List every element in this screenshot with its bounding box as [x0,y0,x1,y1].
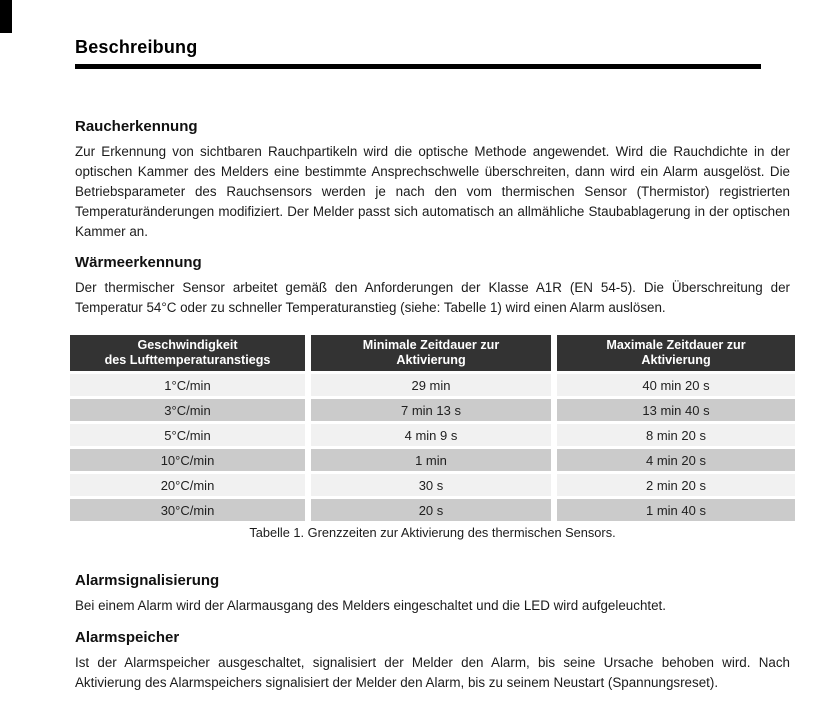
table-cell: 29 min [311,374,551,396]
table-cell: 4 min 9 s [311,424,551,446]
paragraph-alarmsignalisierung: Bei einem Alarm wird der Alarmausgang des Melders eingeschaltet und die LED wird aufgeleuchtet. [75,598,666,613]
section-heading-alarmspeicher: Alarmspeicher [75,629,180,646]
table-cell: 40 min 20 s [557,374,795,396]
table-cell: 3°C/min [70,399,305,421]
table-header-cell: Minimale Zeitdauer zur Aktivierung [311,335,551,371]
paragraph-raucherkennung: Zur Erkennung von sichtbaren Rauchpartikeln wird die optische Methode angewendet. Wird die Rauchdichte in der optischen Kammer des Melders eine bestimmte Ansprechschwelle überschreiten, dann wird ein Alarm ausgelöst. Die Betriebsparameter des Rauchsensors werden je nach den vom thermischen Sensor (Thermistor) registrierten Temperaturänderungen modifiziert. Der Melder passt sich automatisch an allmähliche Staubablagerung in der optischen Kammer an. [75,144,790,239]
table-header-cell: Geschwindigkeit des Lufttemperaturanstiegs [70,335,305,371]
section-heading-waermeerkennung: Wärmeerkennung [75,254,202,271]
table-cell: 20 s [311,499,551,521]
paragraph-alarmspeicher: Ist der Alarmspeicher ausgeschaltet, signalisiert der Melder den Alarm, bis seine Ursache behoben wird. Nach Aktivierung des Alarmspeichers signalisiert der Melder den Alarm, bis zu seinem Neustart (Spannungsreset). [75,655,790,690]
paragraph-waermeerkennung: Der thermischer Sensor arbeitet gemäß den Anforderungen der Klasse A1R (EN 54-5). Die Überschreitung der Temperatur 54°C oder zu schneller Temperaturanstieg (siehe: Tabelle 1) wird einen Alarm auslösen. [75,280,790,315]
table-cell: 30 s [311,474,551,496]
table-cell: 20°C/min [70,474,305,496]
table-header-cell: Maximale Zeitdauer zur Aktivierung [557,335,795,371]
table-cell: 1 min [311,449,551,471]
table-cell: 4 min 20 s [557,449,795,471]
document-page [75,36,790,693]
table-cell: 1°C/min [70,374,305,396]
title-rule [75,64,761,69]
section-heading-alarmsignalisierung: Alarmsignalisierung [75,572,220,589]
table-cell: 2 min 20 s [557,474,795,496]
table-caption: Tabelle 1. Grenzzeiten zur Aktivierung des thermischen Sensors. [249,525,616,540]
table-cell: 13 min 40 s [557,399,795,421]
table-cell: 5°C/min [70,424,305,446]
table-cell: 1 min 40 s [557,499,795,521]
scan-corner-mark [0,0,12,33]
activation-times-table [70,335,795,521]
table-cell: 10°C/min [70,449,305,471]
table-cell: 30°C/min [70,499,305,521]
table-cell: 8 min 20 s [557,424,795,446]
section-heading-raucherkennung: Raucherkennung [75,118,198,135]
page-title: Beschreibung [75,37,198,57]
table-cell: 7 min 13 s [311,399,551,421]
